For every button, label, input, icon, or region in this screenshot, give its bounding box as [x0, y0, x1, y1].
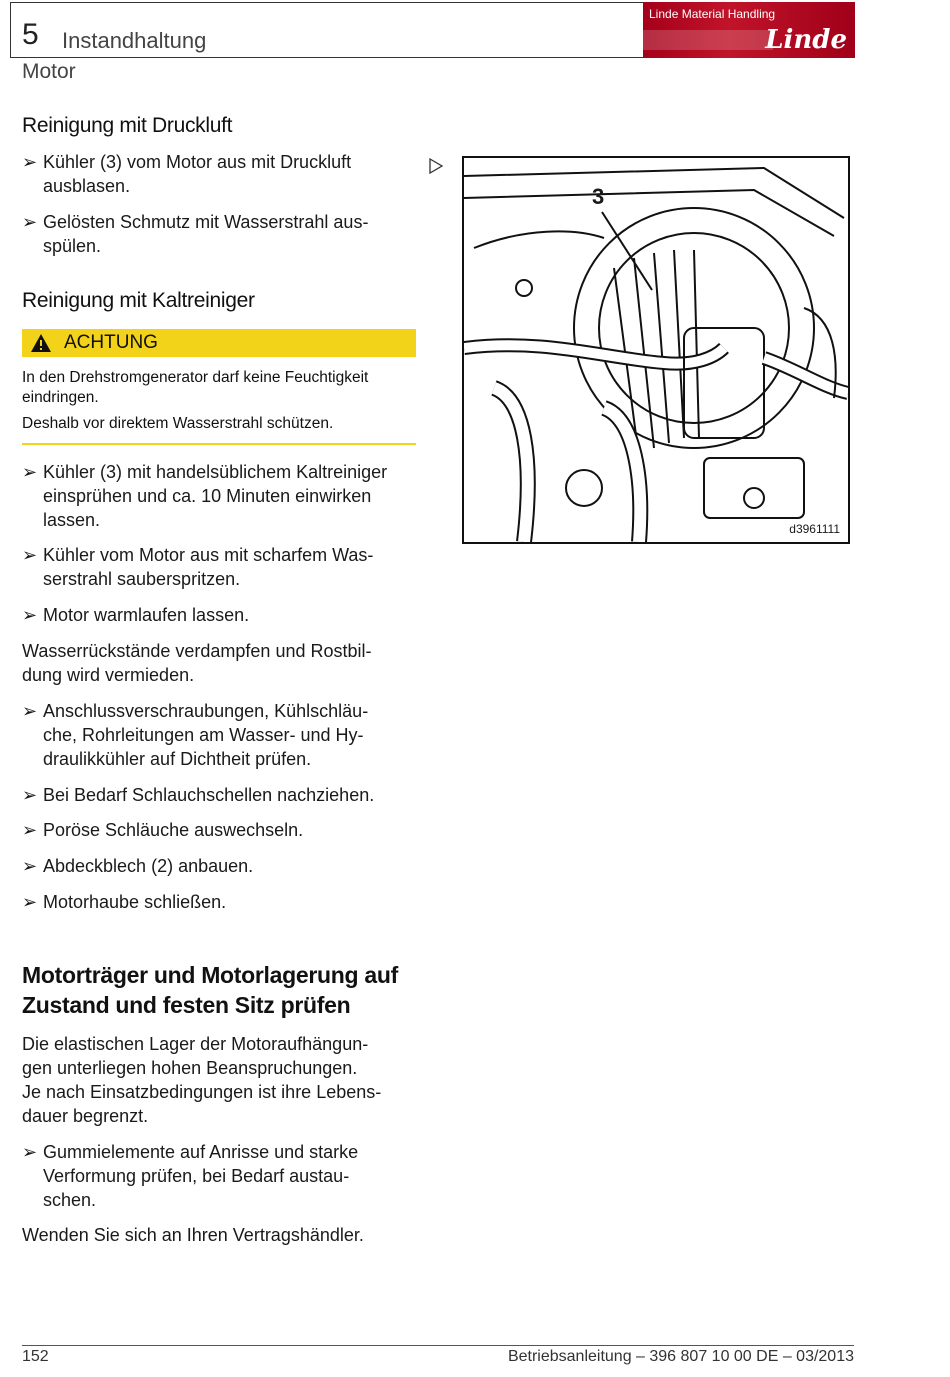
footer-divider — [22, 1345, 854, 1346]
step-line: Gelösten Schmutz mit Wasserstrahl aus- — [43, 212, 369, 232]
step-line: Motor warmlaufen lassen. — [43, 605, 250, 625]
step-line: ausblasen. — [43, 176, 131, 196]
bullet-icon: ➢ — [22, 820, 38, 840]
step-kalt-2 — [22, 543, 422, 591]
step-line: Kühler vom Motor aus mit scharfem Was- — [43, 545, 374, 565]
step-line: Anschlussverschraubungen, Kühlschläu- — [43, 701, 369, 721]
step-line: che, Rohrleitungen am Wasser- und Hy- — [43, 725, 364, 745]
figure-callout-3: 3 — [592, 184, 605, 209]
note-line: dung wird vermieden. — [22, 665, 195, 685]
step-line: Abdeckblech (2) anbauen. — [43, 856, 254, 876]
note-line: Wasserrückstände verdampfen und Rostbil- — [22, 641, 372, 661]
intro-paragraph — [22, 1032, 417, 1128]
step-line: schen. — [43, 1190, 97, 1210]
step-line: Kühler (3) mit handelsüblichem Kaltreiniger — [43, 462, 388, 482]
heading-druckluft: Reinigung mit Druckluft — [22, 114, 233, 137]
step-kalt-8 — [22, 890, 422, 914]
chapter-title: Instandhaltung — [62, 28, 207, 53]
warning-line: Deshalb vor direktem Wasserstrahl schützen. — [22, 415, 334, 432]
chapter-number: 5 — [22, 18, 39, 51]
bullet-icon: ➢ — [22, 462, 38, 482]
logo-brand: Linde — [765, 25, 847, 55]
note-paragraph — [22, 639, 417, 687]
warning-label: ACHTUNG — [64, 332, 158, 353]
engine-drawing — [464, 158, 848, 542]
warning-line: eindringen. — [22, 389, 99, 406]
page-number: 152 — [22, 1348, 49, 1365]
step-line: Verformung prüfen, bei Bedarf austau- — [43, 1166, 350, 1186]
section-title: Motor — [22, 60, 76, 83]
bullet-icon: ➢ — [22, 892, 38, 912]
step-kalt-5 — [22, 783, 422, 807]
step-kalt-4 — [22, 699, 422, 771]
figure-pointer-icon — [428, 156, 444, 176]
warning-triangle-icon — [30, 333, 52, 353]
step-kalt-6 — [22, 818, 422, 842]
step-line: spülen. — [43, 236, 102, 256]
warning-text — [22, 368, 418, 434]
bullet-icon: ➢ — [22, 785, 38, 805]
logo-decor — [643, 30, 773, 50]
warning-banner — [22, 329, 416, 357]
step-kalt-3 — [22, 603, 422, 627]
document-reference: Betriebsanleitung – 396 807 10 00 DE – 03/2013 — [507, 1348, 854, 1365]
step-motortraeger — [22, 1140, 422, 1212]
step-line: draulikkühler auf Dichtheit prüfen. — [43, 749, 312, 769]
heading-line: Zustand und festen Sitz prüfen — [22, 992, 351, 1018]
intro-line: Je nach Einsatzbedingungen ist ihre Lebens- — [22, 1082, 382, 1102]
step-line: Gummielemente auf Anrisse und starke — [43, 1142, 359, 1162]
step-line: lassen. — [43, 510, 101, 530]
intro-line: dauer begrenzt. — [22, 1106, 149, 1126]
step-line: Poröse Schläuche auswechseln. — [43, 820, 304, 840]
warning-line: In den Drehstromgenerator darf keine Feuchtigkeit — [22, 369, 369, 386]
warning-divider — [22, 443, 416, 445]
bullet-icon: ➢ — [22, 545, 38, 565]
intro-line: Die elastischen Lager der Motoraufhängun- — [22, 1034, 369, 1054]
logo-subtitle: Linde Material Handling — [649, 7, 776, 21]
step-kalt-7 — [22, 854, 422, 878]
closing-paragraph: Wenden Sie sich an Ihren Vertragshändler. — [22, 1225, 364, 1245]
bullet-icon: ➢ — [22, 856, 38, 876]
bullet-icon: ➢ — [22, 152, 38, 172]
step-line: Kühler (3) vom Motor aus mit Druckluft — [43, 152, 352, 172]
linde-logo — [643, 2, 855, 58]
bullet-icon: ➢ — [22, 605, 38, 625]
intro-line: gen unterliegen hohen Beanspruchungen. — [22, 1058, 358, 1078]
figure-code: d3961111 — [789, 522, 840, 536]
heading-kaltreiniger: Reinigung mit Kaltreiniger — [22, 289, 255, 312]
bullet-icon: ➢ — [22, 212, 38, 232]
step-line: Bei Bedarf Schlauchschellen nachziehen. — [43, 785, 375, 805]
heading-line: Motorträger und Motorlagerung auf — [22, 962, 398, 988]
heading-motortraeger — [22, 960, 442, 1020]
step-druckluft-1 — [22, 150, 422, 198]
step-line: einsprühen und ca. 10 Minuten einwirken — [43, 486, 372, 506]
bullet-icon: ➢ — [22, 1142, 38, 1162]
engine-radiator-illustration — [462, 156, 850, 544]
step-line: serstrahl sauberspritzen. — [43, 569, 241, 589]
step-druckluft-2 — [22, 210, 422, 258]
step-kalt-1 — [22, 460, 422, 532]
bullet-icon: ➢ — [22, 701, 38, 721]
step-line: Motorhaube schließen. — [43, 892, 227, 912]
